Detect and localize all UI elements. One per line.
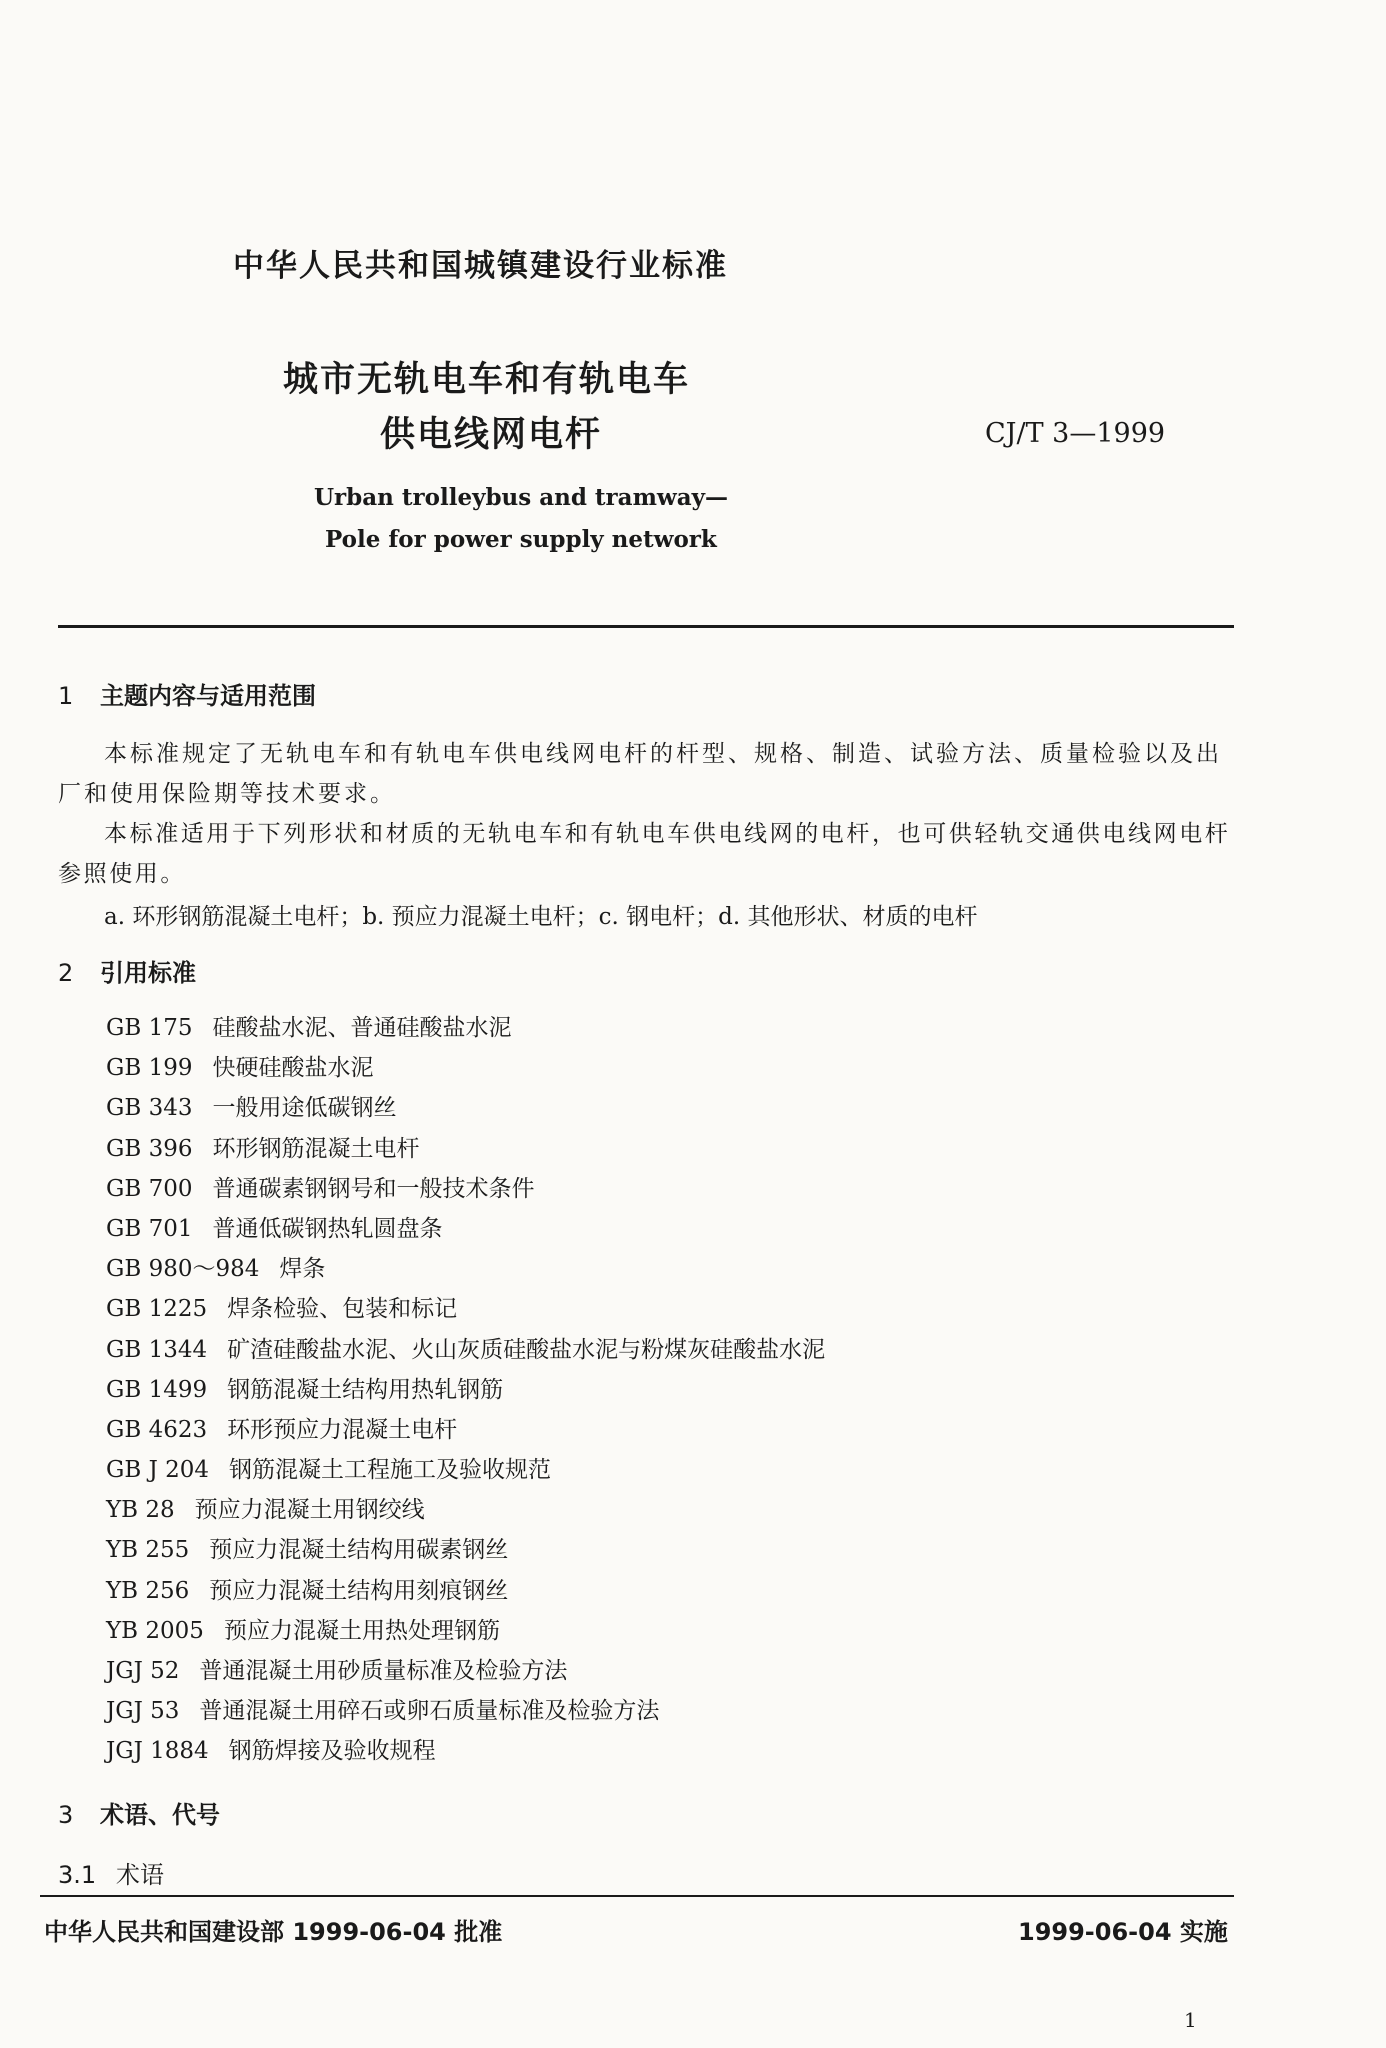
reference-title: 预应力混凝土结构用刻痕钢丝 — [209, 1577, 509, 1604]
reference-code: GB 396 — [106, 1135, 193, 1162]
reference-code: GB 343 — [106, 1095, 193, 1122]
reference-item — [106, 1490, 825, 1530]
section-title: 主题内容与适用范围 — [100, 682, 316, 710]
implementation-date: 1999-06-04 实施 — [1018, 1918, 1228, 1946]
reference-code: JGJ 53 — [106, 1698, 180, 1725]
reference-code: GB 4623 — [106, 1416, 208, 1443]
paragraph-pole-types: a. 环形钢筋混凝土电杆；b. 预应力混凝土电杆；c. 钢电杆；d. 其他形状、材质的电杆 — [104, 904, 978, 930]
reference-title: 矿渣硅酸盐水泥、火山灰质硅酸盐水泥与粉煤灰硅酸盐水泥 — [227, 1336, 826, 1363]
reference-item — [106, 1088, 825, 1128]
reference-code: GB 1499 — [106, 1376, 208, 1403]
reference-code: GB 199 — [106, 1055, 193, 1082]
section-number: 1 — [58, 682, 74, 710]
reference-item — [106, 1651, 825, 1691]
section-2-heading — [58, 953, 196, 988]
reference-title: 普通碳素钢钢号和一般技术条件 — [212, 1175, 535, 1202]
reference-title: 预应力混凝土用钢绞线 — [194, 1497, 425, 1524]
reference-title: 快硬硅酸盐水泥 — [212, 1055, 374, 1082]
reference-item — [106, 1571, 825, 1611]
reference-title: 普通混凝土用碎石或卵石质量标准及检验方法 — [199, 1698, 660, 1725]
reference-code: GB 701 — [106, 1215, 193, 1242]
section-1-heading — [58, 676, 316, 711]
reference-title: 硅酸盐水泥、普通硅酸盐水泥 — [212, 1015, 512, 1041]
reference-title: 普通混凝土用砂质量标准及检验方法 — [199, 1658, 568, 1684]
reference-item — [106, 1048, 825, 1088]
reference-code: GB J 204 — [106, 1457, 210, 1484]
reference-title: 钢筋混凝土结构用热轧钢筋 — [227, 1376, 504, 1403]
reference-code: YB 2005 — [106, 1617, 204, 1644]
document-title-line2: 供电线网电杆 — [380, 415, 603, 455]
reference-code: YB 256 — [106, 1577, 190, 1604]
reference-item — [106, 1330, 825, 1370]
reference-title: 普通低碳钢热轧圆盘条 — [212, 1215, 443, 1242]
reference-item — [106, 1370, 825, 1410]
reference-title: 预应力混凝土用热处理钢筋 — [223, 1617, 500, 1644]
reference-item — [106, 1410, 825, 1450]
reference-code: GB 1225 — [106, 1296, 208, 1323]
reference-title: 一般用途低碳钢丝 — [212, 1095, 397, 1122]
reference-code: GB 175 — [106, 1015, 193, 1041]
reference-title: 焊条 — [279, 1256, 326, 1283]
reference-item — [106, 1169, 825, 1209]
reference-item — [106, 1731, 825, 1771]
section-number: 3 — [58, 1801, 74, 1829]
subsection-number: 3.1 — [58, 1861, 97, 1889]
reference-item — [106, 1008, 825, 1048]
reference-item — [106, 1530, 825, 1570]
english-title-line2: Pole for power supply network — [325, 526, 717, 553]
standard-code: CJ/T 3—1999 — [985, 418, 1166, 449]
reference-title: 钢筋焊接及验收规程 — [228, 1738, 436, 1765]
reference-item — [106, 1691, 825, 1731]
reference-title: 预应力混凝土结构用碳素钢丝 — [209, 1537, 509, 1564]
reference-item — [106, 1289, 825, 1329]
reference-code: GB 1344 — [106, 1336, 208, 1363]
reference-item — [106, 1611, 825, 1651]
english-title-line1: Urban trolleybus and tramway— — [314, 484, 728, 511]
subsection-title: 术语 — [116, 1861, 164, 1889]
reference-title: 焊条检验、包装和标记 — [227, 1296, 458, 1323]
paragraph-scope: 本标准规定了无轨电车和有轨电车供电线网电杆的杆型、规格、制造、试验方法、质量检验以及出厂和使用保险期等技术要求。 — [58, 741, 1222, 807]
page-number: 1 — [1184, 2008, 1197, 2032]
reference-title: 环形预应力混凝土电杆 — [227, 1416, 458, 1443]
reference-item — [106, 1450, 825, 1490]
section-number: 2 — [58, 959, 74, 987]
reference-list — [106, 1008, 825, 1772]
reference-code: GB 700 — [106, 1175, 193, 1202]
reference-item — [106, 1249, 825, 1289]
paragraph-applicability: 本标准适用于下列形状和材质的无轨电车和有轨电车供电线网的电杆，也可供轻轨交通供电线网电杆参照使用。 — [58, 821, 1231, 887]
reference-title: 钢筋混凝土工程施工及验收规范 — [229, 1457, 552, 1484]
reference-code: JGJ 52 — [106, 1658, 180, 1684]
subsection-3-1-heading — [58, 1855, 164, 1890]
approval-line: 中华人民共和国建设部 1999-06-04 批准 — [44, 1918, 503, 1946]
reference-code: JGJ 1884 — [106, 1738, 209, 1765]
reference-code: YB 28 — [106, 1497, 175, 1524]
document-title-line1: 城市无轨电车和有轨电车 — [283, 360, 691, 400]
footer-divider — [40, 1895, 1234, 1897]
reference-item — [106, 1209, 825, 1249]
header-divider — [58, 625, 1234, 628]
section-title: 引用标准 — [100, 959, 196, 987]
section-3-heading — [58, 1795, 220, 1830]
industry-standard-title: 中华人民共和国城镇建设行业标准 — [233, 248, 728, 284]
section-title: 术语、代号 — [100, 1801, 220, 1829]
reference-title: 环形钢筋混凝土电杆 — [212, 1135, 420, 1162]
reference-item — [106, 1129, 825, 1169]
reference-code: YB 255 — [106, 1537, 190, 1564]
reference-code: GB 980～984 — [106, 1256, 260, 1283]
